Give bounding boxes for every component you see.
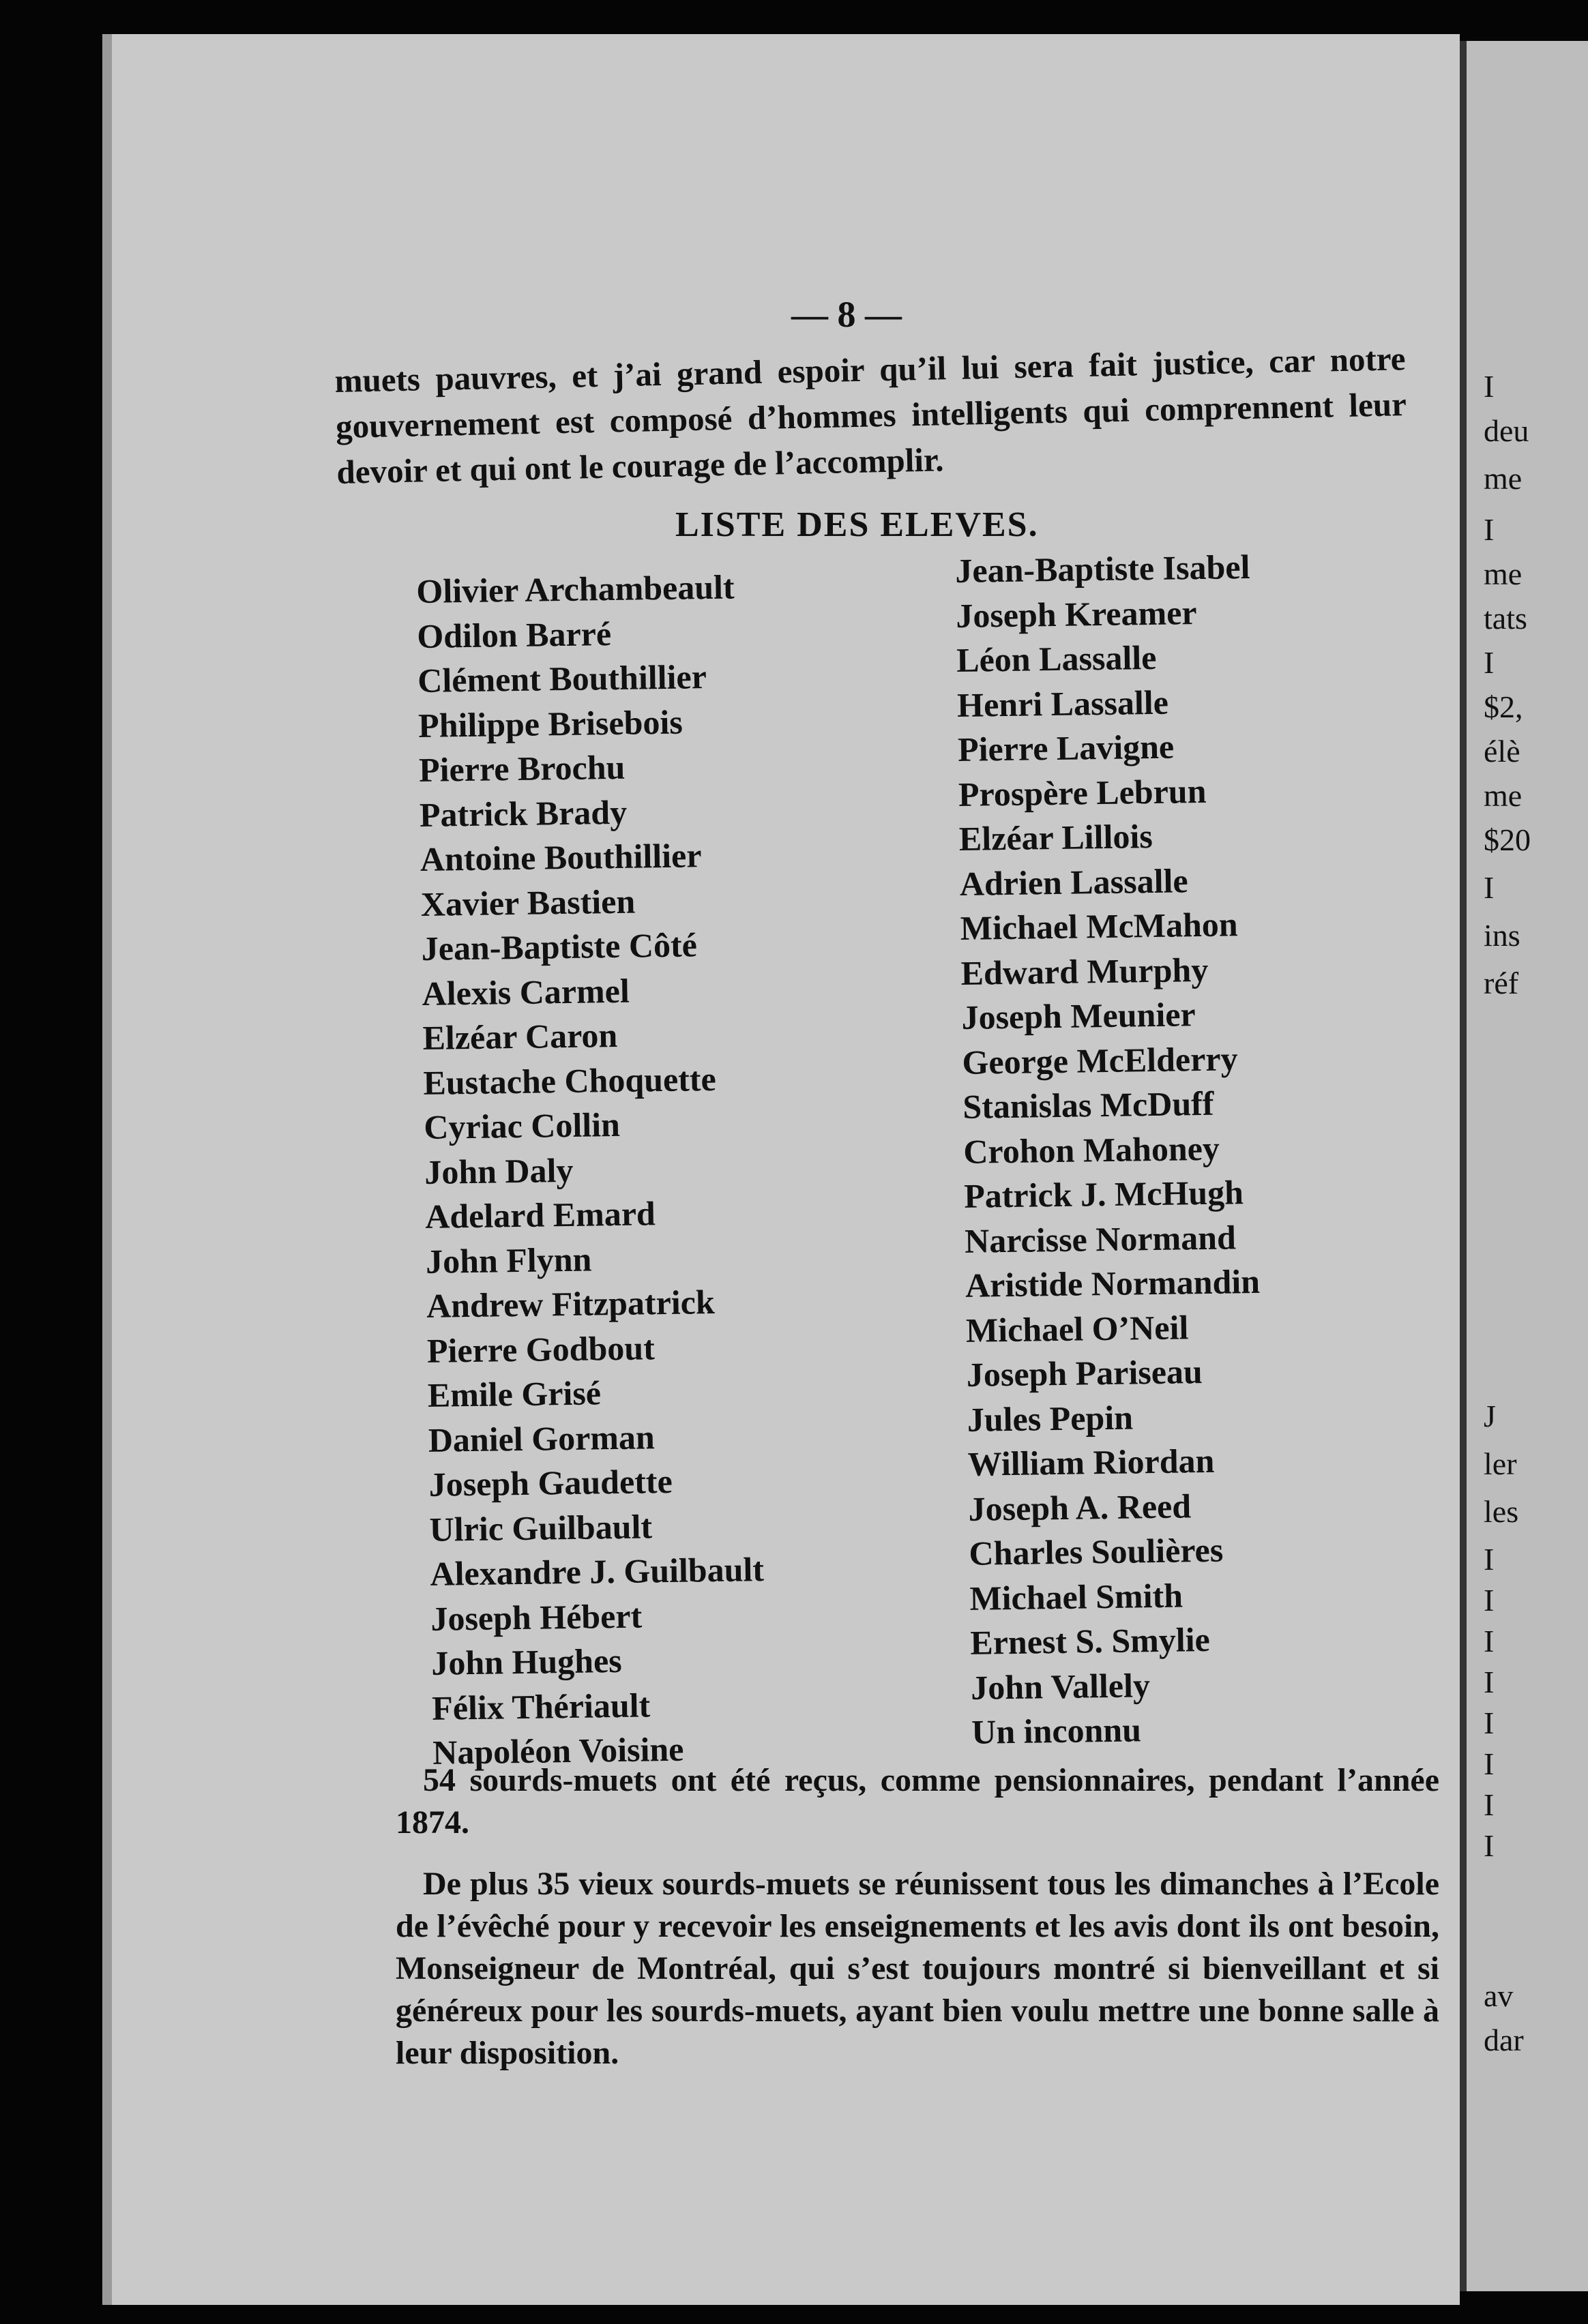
facing-text-fragment: deu [1484, 413, 1529, 448]
student-name: Jules Pepin [967, 1397, 1134, 1439]
facing-text-fragment: élè [1484, 734, 1520, 769]
facing-text-fragment: I [1484, 1705, 1495, 1740]
student-name: Pierre Brochu [418, 747, 626, 789]
student-name: Jean-Baptiste Isabel [955, 547, 1250, 590]
student-name: Michael McMahon [960, 905, 1238, 947]
student-name: Joseph Hébert [430, 1596, 643, 1638]
student-name: John Flynn [425, 1240, 592, 1281]
facing-text-fragment: I [1484, 512, 1495, 547]
student-name: Olivier Archambeault [416, 567, 735, 610]
student-name: Joseph Meunier [961, 995, 1196, 1037]
facing-text-fragment: ler [1484, 1446, 1517, 1481]
facing-text-fragment: I [1484, 1665, 1495, 1699]
student-name: Andrew Fitzpatrick [426, 1282, 716, 1325]
student-name: Joseph Kreamer [955, 593, 1197, 635]
facing-text-fragment: tats [1484, 601, 1527, 636]
student-name: Pierre Godbout [426, 1328, 656, 1370]
student-name: Emile Grisé [427, 1373, 602, 1414]
facing-text-fragment: me [1484, 556, 1523, 591]
facing-text-fragment: J [1484, 1399, 1496, 1433]
student-name: Cyriac Collin [424, 1105, 621, 1146]
student-name: Alexandre J. Guilbault [430, 1550, 765, 1593]
student-name: Adrien Lassalle [959, 861, 1188, 903]
student-name: Michael Smith [969, 1575, 1183, 1618]
student-name: Elzéar Lillois [958, 816, 1153, 858]
student-name: Joseph Gaudette [428, 1461, 673, 1504]
student-name: Elzéar Caron [422, 1015, 618, 1057]
enrollment-paragraph: 54 sourds-muets ont été reçus, comme pensionnaires, pendant l’année 1874. [396, 1762, 1439, 1841]
facing-text-fragment: I [1484, 1583, 1495, 1618]
facing-text-fragment: me [1484, 778, 1523, 813]
student-name: Eustache Choquette [423, 1059, 717, 1102]
student-name: Léon Lassalle [956, 638, 1157, 679]
facing-text-fragment: I [1484, 645, 1495, 680]
student-name: Patrick J. McHugh [963, 1173, 1244, 1215]
student-name: Crohon Mahoney [962, 1129, 1220, 1171]
facing-text-fragment: me [1484, 461, 1523, 496]
student-name: John Vallely [970, 1665, 1151, 1707]
facing-text-fragment: $20 [1484, 822, 1531, 857]
student-name: Odilon Barré [416, 614, 612, 655]
facing-text-fragment: I [1484, 870, 1495, 905]
student-name: George McElderry [962, 1039, 1238, 1082]
student-name: Antoine Bouthillier [420, 836, 702, 878]
intro-paragraph: muets pauvres, et j’ai grand espoir qu’il lui sera fait justice, car notre gouvernement est composé d’hommes intelligents qui comprennent leur devoir et qui ont le courage de l’accomplir. [334, 340, 1407, 491]
student-name: John Daly [424, 1150, 574, 1191]
facing-text-fragment: réf [1484, 966, 1519, 1000]
student-list-left [416, 565, 767, 1775]
student-list-right [955, 545, 1267, 1755]
student-name: Prospère Lebrun [958, 771, 1207, 814]
student-name: Edward Murphy [960, 950, 1209, 992]
student-name: Stanislas McDuff [962, 1084, 1214, 1126]
student-name: Ernest S. Smylie [970, 1620, 1211, 1662]
section-title: LISTE DES ELEVES. [675, 505, 1039, 544]
student-name: Joseph A. Reed [968, 1486, 1192, 1528]
facing-text-fragment: dar [1484, 2023, 1524, 2057]
page-number: — 8 — [791, 294, 902, 335]
student-name: Henri Lassalle [956, 683, 1169, 724]
student-name: William Riordan [967, 1441, 1215, 1483]
student-name: John Hughes [431, 1641, 623, 1682]
facing-text-fragment: I [1484, 1542, 1495, 1577]
student-name: Charles Soulières [969, 1530, 1224, 1573]
student-name: Aristide Normandin [965, 1262, 1261, 1305]
facing-text-fragment: $2, [1484, 689, 1523, 724]
student-name: Ulric Guilbault [429, 1506, 653, 1549]
facing-text-fragment: I [1484, 1828, 1495, 1863]
student-name: Joseph Pariseau [966, 1352, 1203, 1394]
facing-text-fragment: ins [1484, 918, 1520, 953]
student-name: Philippe Brisebois [417, 702, 683, 745]
facing-text-fragment: I [1484, 369, 1495, 404]
student-name: Alexis Carmel [422, 971, 630, 1013]
sunday-school-paragraph: De plus 35 vieux sourds-muets se réunissent tous les dimanches à l’Ecole de l’évêché pour y recevoir les enseignements et les avis dont ils ont besoin, Monseigneur de Montréal, qui s’est toujours montré si bienveillant et si généreux pour les sourds-muets, ayant bien voulu mettre une bonne salle à leur disposition. [396, 1866, 1439, 2071]
facing-text-fragment: av [1484, 1978, 1514, 2013]
facing-text-fragment: I [1484, 1624, 1495, 1658]
student-name: Un inconnu [971, 1710, 1142, 1751]
student-name: Xavier Bastien [420, 882, 636, 923]
student-name: Pierre Lavigne [957, 727, 1175, 769]
student-name: Napoléon Voisine [432, 1729, 684, 1772]
student-name: Daniel Gorman [428, 1417, 656, 1459]
facing-text-fragment: I [1484, 1746, 1495, 1781]
student-name: Jean-Baptiste Côté [421, 925, 698, 968]
student-name: Clément Bouthillier [417, 657, 707, 700]
student-name: Adelard Emard [424, 1194, 656, 1236]
student-name: Michael O’Neil [965, 1307, 1189, 1350]
student-name: Narcisse Normand [964, 1217, 1237, 1260]
facing-text-fragment: les [1484, 1494, 1519, 1529]
facing-page-edge [1460, 41, 1588, 2291]
student-name: Félix Thériault [431, 1685, 651, 1727]
student-name: Patrick Brady [419, 792, 628, 834]
facing-text-fragment: I [1484, 1787, 1495, 1822]
